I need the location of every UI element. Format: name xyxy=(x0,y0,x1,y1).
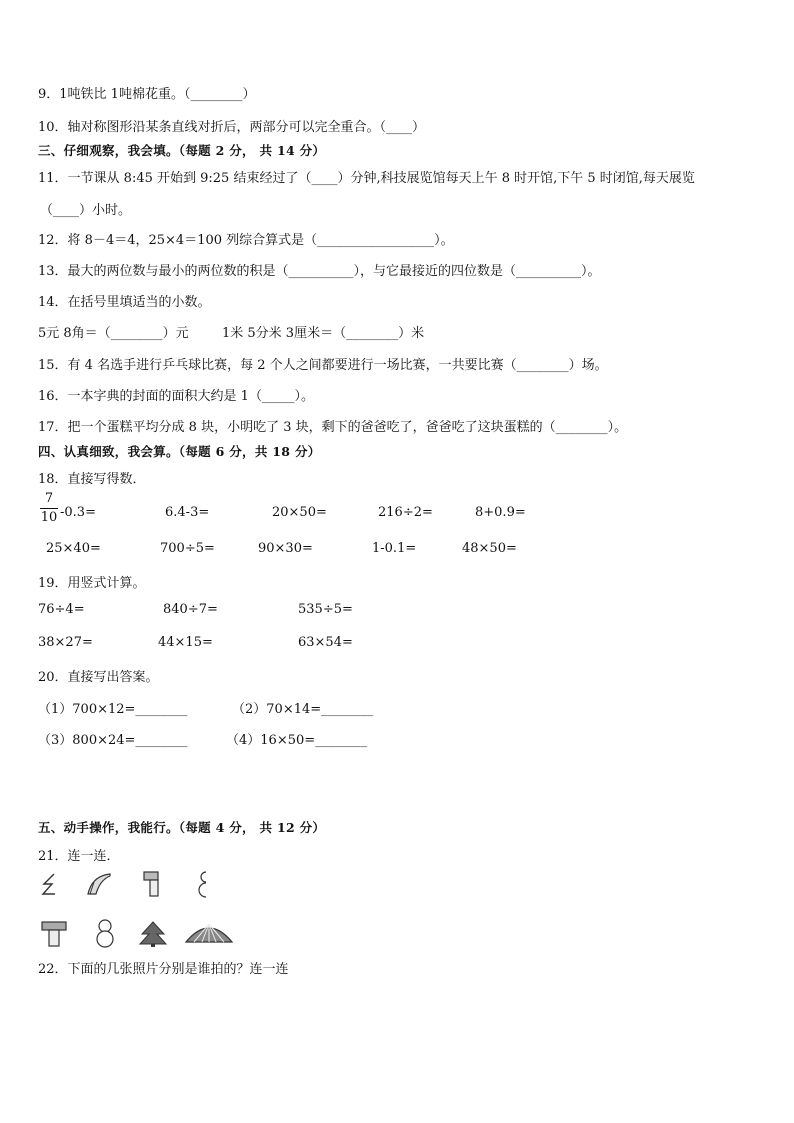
q19-item: 535÷5= xyxy=(298,602,353,617)
q19-item: 76÷4= xyxy=(38,602,85,617)
snowman-icon xyxy=(94,918,116,948)
question-19: 19．用竖式计算。 xyxy=(38,576,146,591)
q18-item: -0.3= xyxy=(60,505,96,520)
question-16: 16．一本字典的封面的面积大约是 1（_____）。 xyxy=(38,389,314,404)
fraction-denominator: 10 xyxy=(40,510,58,525)
tree-icon xyxy=(138,920,168,948)
question-14-part-b: 1米 5分米 3厘米＝（________）米 xyxy=(222,326,425,341)
section-4-title: 四、认真细致，我会算。（每题 6 分，共 18 分） xyxy=(38,444,321,459)
q20-item: （2）70×14=________ xyxy=(232,702,374,717)
q20-item: （3）800×24=________ xyxy=(38,733,188,748)
question-11-line1: 11．一节课从 8:45 开始到 9:25 结束经过了（____）分钟,科技展览馆每天上午 8 时开馆,下午 5 时闭馆,每天展览 xyxy=(38,171,695,186)
q20-item: （4）16×50=________ xyxy=(226,733,368,748)
q19-item: 44×15= xyxy=(158,635,213,650)
q19-item: 63×54= xyxy=(298,635,353,650)
q18-item: 216÷2= xyxy=(378,505,433,520)
question-11-line2: （____）小时。 xyxy=(40,203,132,218)
q18-item: 25×40= xyxy=(46,541,101,556)
fraction-seven-tenths xyxy=(40,491,58,526)
question-9: 9．1吨铁比 1吨棉花重。（________） xyxy=(38,87,256,102)
q18-item: 700÷5= xyxy=(160,541,215,556)
question-18: 18．直接写得数． xyxy=(38,472,146,487)
q18-item: 90×30= xyxy=(258,541,313,556)
question-15: 15．有 4 名选手进行乒乓球比赛，每 2 个人之间都要进行一场比赛，一共要比赛（________）场。 xyxy=(38,358,608,373)
house-icon xyxy=(40,920,68,948)
question-21: 21．连一连． xyxy=(38,849,120,864)
q19-item: 38×27= xyxy=(38,635,93,650)
half-tree-icon xyxy=(40,872,60,898)
question-17: 17．把一个蛋糕平均分成 8 块，小明吃了 3 块，剩下的爸爸吃了，爸爸吃了这块蛋糕的（________）。 xyxy=(38,420,628,435)
question-14-part-a: 5元 8角＝（________）元 xyxy=(38,326,189,341)
question-22: 22．下面的几张照片分别是谁拍的？连一连 xyxy=(38,962,289,977)
fraction-numerator: 7 xyxy=(44,491,54,506)
question-20: 20．直接写出答案。 xyxy=(38,670,159,685)
umbrella-icon xyxy=(184,920,234,946)
question-14: 14．在括号里填适当的小数。 xyxy=(38,295,211,310)
q18-item: 8+0.9= xyxy=(475,505,526,520)
half-umbrella-icon xyxy=(86,872,112,896)
question-13: 13．最大的两位数与最小的两位数的积是（__________），与它最接近的四位数是（__________）。 xyxy=(38,264,601,279)
question-10: 10．轴对称图形沿某条直线对折后，两部分可以完全重合。（____） xyxy=(38,120,426,135)
q18-item: 1-0.1= xyxy=(372,541,417,556)
section-5-title: 五、动手操作，我能行。（每题 4 分， 共 12 分） xyxy=(38,820,326,835)
q18-item: 6.4-3= xyxy=(165,505,210,520)
question-12: 12．将 8－4＝4，25×4＝100 列综合算式是（__________________）。 xyxy=(38,233,454,248)
half-snowman-icon xyxy=(196,870,212,898)
q20-item: （1）700×12=________ xyxy=(38,702,188,717)
fraction-bar xyxy=(40,508,58,509)
q19-item: 840÷7= xyxy=(163,602,218,617)
half-house-icon xyxy=(142,870,162,898)
section-3-title: 三、仔细观察，我会填。（每题 2 分， 共 14 分） xyxy=(38,143,326,158)
q18-item: 20×50= xyxy=(272,505,327,520)
q18-item: 48×50= xyxy=(462,541,517,556)
